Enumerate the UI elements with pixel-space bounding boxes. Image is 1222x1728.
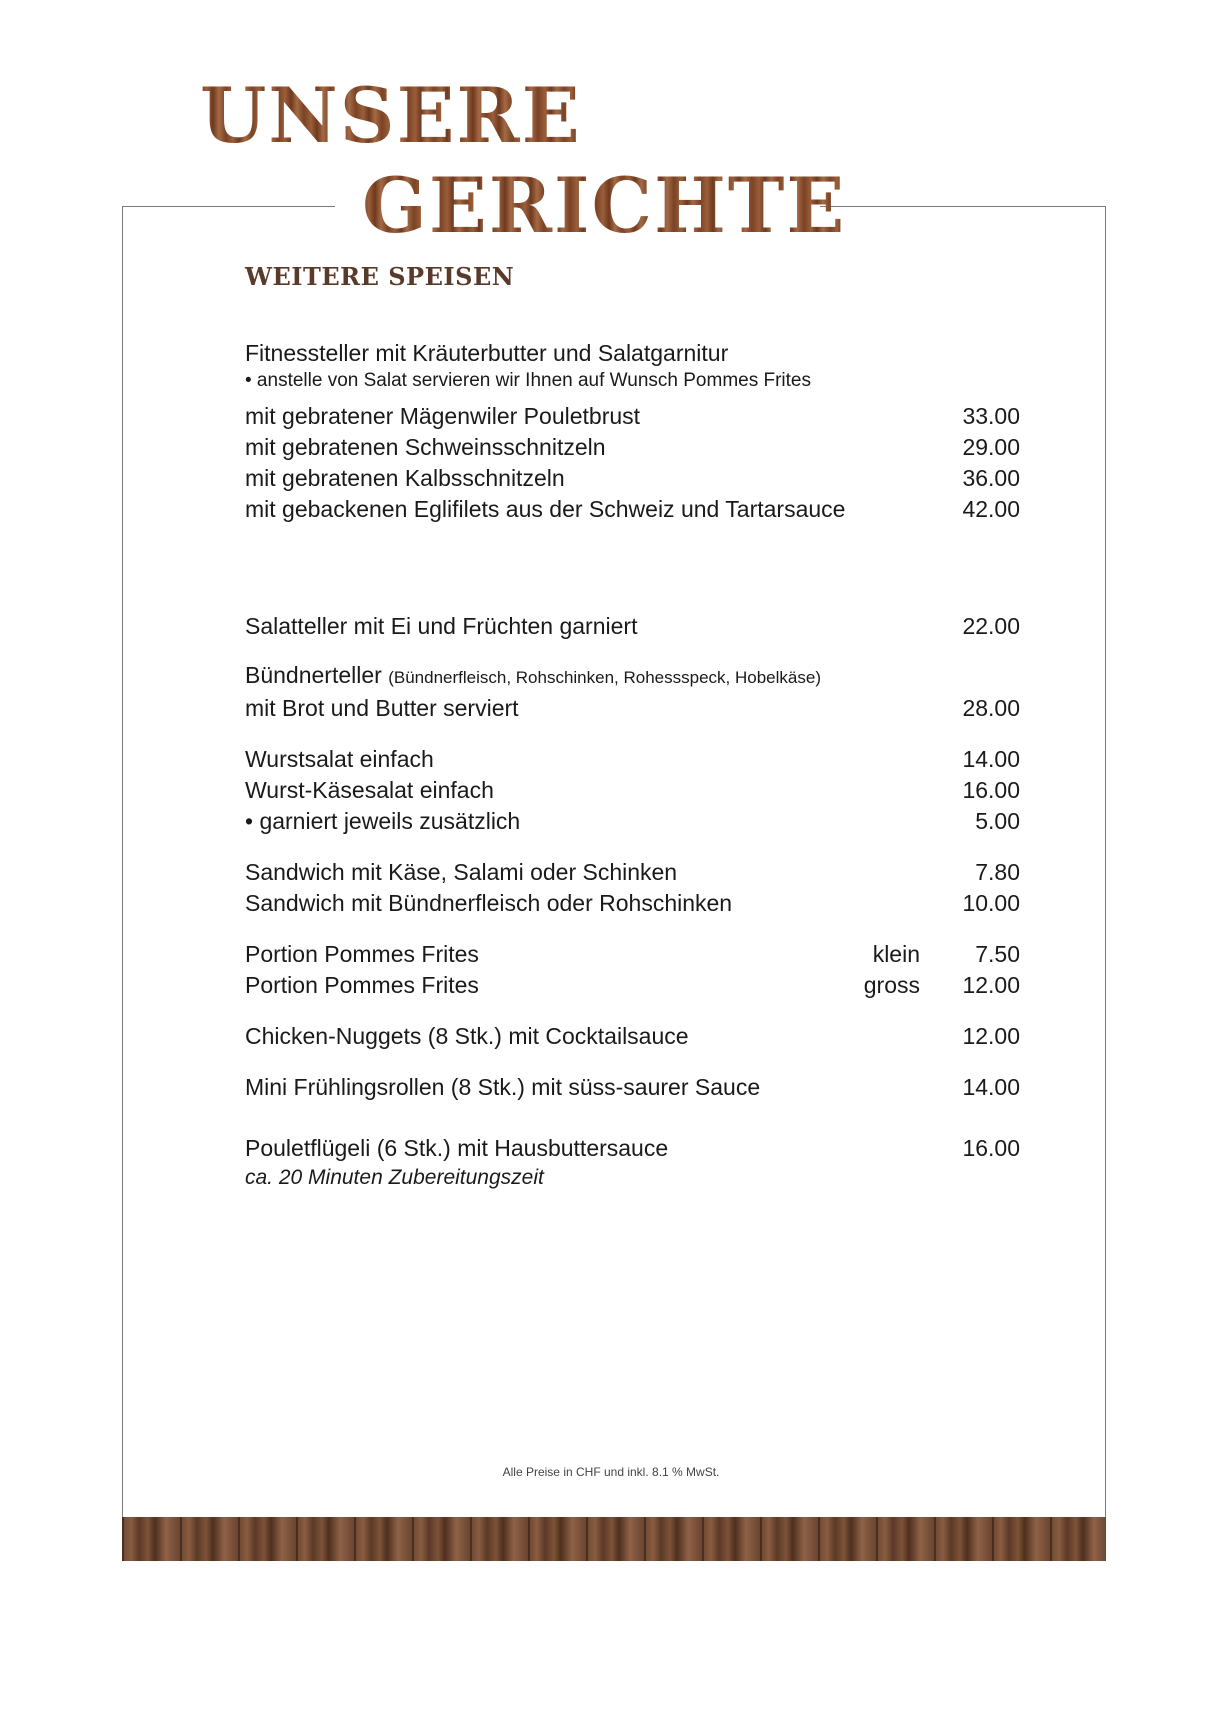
item-name: Chicken-Nuggets (8 Stk.) mit Cocktailsauce [245, 1023, 689, 1049]
buendner-detail: (Bündnerfleisch, Rohschinken, Rohessspeck, Hobelkäse) [388, 668, 821, 687]
menu-list [245, 338, 1020, 1192]
menu-item [245, 806, 1020, 837]
poulet-note: ca. 20 Minuten Zubereitungszeit [245, 1166, 544, 1189]
item-price: 42.00 [962, 496, 1020, 522]
menu-item [245, 693, 1020, 724]
item-size: klein [872, 941, 920, 967]
menu-item-mini [245, 1072, 1020, 1103]
menu-item [245, 1133, 1020, 1164]
item-price: 7.50 [975, 941, 1020, 967]
item-price: 7.80 [975, 859, 1020, 885]
item-price: 28.00 [962, 695, 1020, 721]
item-price: 29.00 [962, 434, 1020, 460]
pommes-group [245, 939, 1020, 1001]
menu-item [245, 775, 1020, 806]
item-name: Pouletflügeli (6 Stk.) mit Hausbuttersauce [245, 1135, 669, 1161]
buendner-group [245, 660, 1020, 724]
item-name: mit Brot und Butter serviert [245, 695, 519, 721]
fitness-items [245, 401, 1020, 525]
menu-item-chicken [245, 1021, 1020, 1052]
item-name: • garniert jeweils zusätzlich [245, 808, 521, 834]
wurst-group [245, 744, 1020, 837]
menu-item [245, 494, 1020, 525]
poulet-group [245, 1133, 1020, 1192]
fitness-group [245, 338, 1020, 393]
item-price: 14.00 [962, 1074, 1020, 1100]
title-line-2: GERICHTE [362, 161, 847, 250]
fitness-title-row [245, 338, 1020, 369]
sandwich-group [245, 857, 1020, 919]
menu-item [245, 463, 1020, 494]
menu-item [245, 939, 1020, 970]
fitness-title: Fitnessteller mit Kräuterbutter und Salatgarnitur [245, 340, 729, 366]
item-price: 16.00 [962, 777, 1020, 803]
item-price: 12.00 [962, 1023, 1020, 1049]
item-price: 16.00 [962, 1135, 1020, 1161]
menu-item [245, 744, 1020, 775]
item-name: Portion Pommes Frites [245, 941, 479, 967]
wood-strip [122, 1517, 1106, 1561]
item-price: 33.00 [962, 403, 1020, 429]
price-footnote: Alle Preise in CHF und inkl. 8.1 % MwSt. [502, 1465, 720, 1479]
item-size: gross [863, 972, 920, 998]
menu-item [245, 857, 1020, 888]
item-name: mit gebratenen Schweinsschnitzeln [245, 434, 606, 460]
fitness-note: • anstelle von Salat servieren wir Ihnen auf Wunsch Pommes Frites [245, 370, 811, 391]
item-name: Salatteller mit Ei und Früchten garniert [245, 613, 638, 639]
item-name: Mini Frühlingsrollen (8 Stk.) mit süss-saurer Sauce [245, 1074, 761, 1100]
item-name: Wurstsalat einfach [245, 746, 434, 772]
item-price: 12.00 [962, 972, 1020, 998]
menu-item [245, 970, 1020, 1001]
item-price: 14.00 [962, 746, 1020, 772]
section-heading: WEITERE SPEISEN [245, 262, 515, 291]
menu-item [245, 432, 1020, 463]
item-price: 22.00 [962, 613, 1020, 639]
item-price: 10.00 [962, 890, 1020, 916]
item-price: 36.00 [962, 465, 1020, 491]
item-name: Portion Pommes Frites [245, 972, 479, 998]
item-name: Sandwich mit Käse, Salami oder Schinken [245, 859, 678, 885]
menu-item [245, 888, 1020, 919]
item-name: mit gebratenen Kalbsschnitzeln [245, 465, 565, 491]
item-name: mit gebackenen Eglifilets aus der Schweiz und Tartarsauce [245, 496, 846, 522]
item-name: mit gebratener Mägenwiler Pouletbrust [245, 403, 641, 429]
menu-item [245, 401, 1020, 432]
item-name: Sandwich mit Bündnerfleisch oder Rohschinken [245, 890, 733, 916]
buendner-title-row [245, 660, 1020, 693]
item-name: Wurst-Käsesalat einfach [245, 777, 494, 803]
buendner-title: Bündnerteller [245, 662, 382, 688]
title-line-1: UNSERE [200, 71, 582, 160]
menu-item-salat [245, 611, 1020, 642]
item-price: 5.00 [975, 808, 1020, 834]
